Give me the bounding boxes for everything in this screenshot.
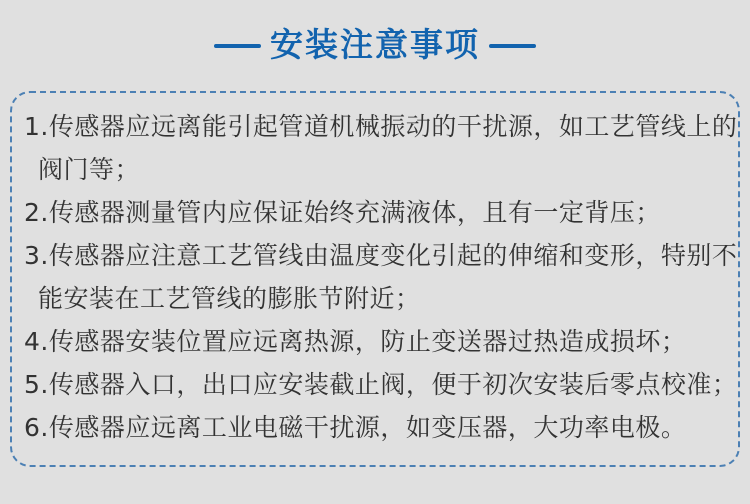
note-line: 4.传感器安装位置应远离热源，防止变送器过热造成损坏； [24,327,687,356]
note-line: 阀门等； [38,155,141,184]
note-item [24,320,728,363]
note-item [24,191,728,234]
note-line: 5.传感器入口，出口应安装截止阀，便于初次安装后零点校准； [24,370,738,399]
note-item [24,406,728,449]
installation-notes-panel [10,91,740,467]
note-line: 3.传感器应注意工艺管线由温度变化引起的伸缩和变形，特别不 [24,241,738,270]
note-item [24,234,738,320]
header [0,0,750,91]
note-line: 6.传感器应远离工业电磁干扰源，如变压器，大功率电极。 [24,413,687,442]
title-dash-right-icon [489,44,536,48]
page-title: 安装注意事项 [270,25,480,64]
note-item [24,363,738,406]
note-line: 2.传感器测量管内应保证始终充满液体，且有一定背压； [24,198,661,227]
title-dash-left-icon [214,44,261,48]
note-line: 1.传感器应远离能引起管道机械振动的干扰源，如工艺管线上的 [24,112,738,141]
note-line: 能安装在工艺管线的膨胀节附近； [38,284,421,313]
note-item [24,105,738,191]
